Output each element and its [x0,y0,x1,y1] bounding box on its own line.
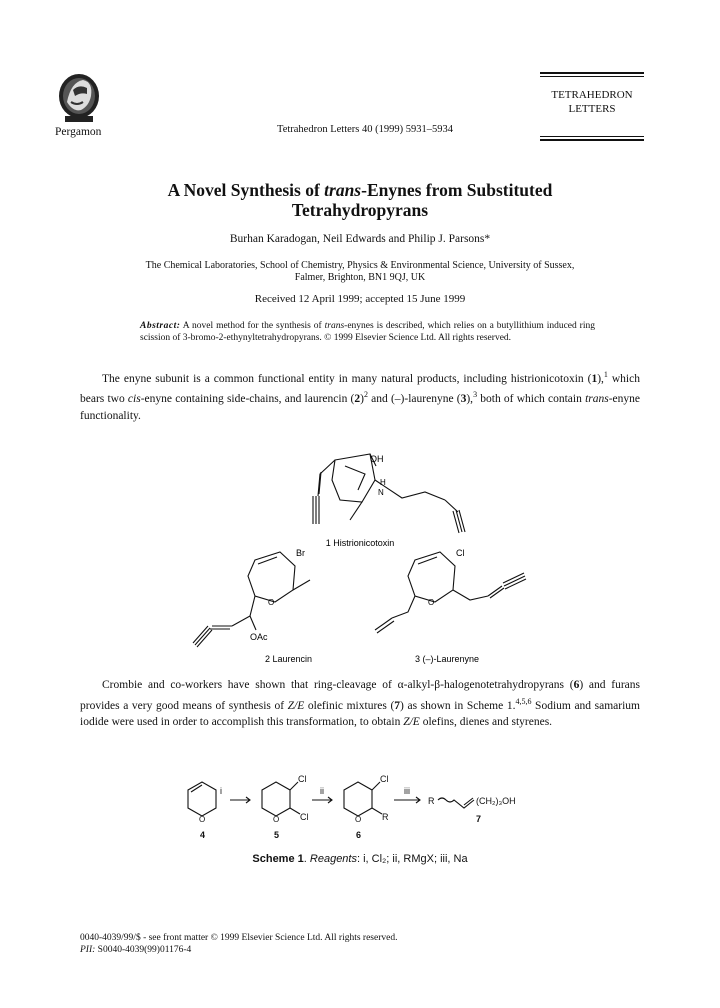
chlorine-label: Cl [380,774,389,784]
compound-4-number: 4 [200,830,206,840]
journal-name [540,88,644,116]
bromine-label: Br [296,548,305,558]
title-text-3: Tetrahydropyrans [291,200,429,220]
compound-7-chain [438,798,474,808]
nitrogen-label: N [378,488,384,497]
received-date: Received 12 April 1999; accepted 15 June 1999 [254,293,466,305]
product-chain-label: (CH₂)₃OH [476,796,516,806]
oxygen-label: O [428,598,435,607]
histrionicotoxin-structure [313,454,465,533]
crombie-text: Sodium and samarium iodide were used in order to accomplish this transformation, to obtain [80,699,640,728]
intro-text: ), [466,393,474,406]
pii-value: S0040-4039(99)01176-4 [95,945,192,955]
footer [80,932,397,956]
hydroxyl-label: OH [370,454,384,464]
hydrogen-label: H [380,478,386,487]
chlorine-label: Cl [298,774,307,784]
compound-ref: 3 [460,393,467,406]
publisher-logo [57,72,101,126]
compound-1-label: 1 Histrionicotoxin [325,538,395,548]
intro-text: both of which contain [477,393,586,406]
reference-mark: 1 [603,370,608,379]
compound-7-number: 7 [476,814,482,824]
oxygen-label: O [268,598,275,607]
pii-line [80,944,397,956]
crombie-text: Crombie and co-workers have shown that ring-cleavage of α-alkyl-β-halogenotetrahydropyrans ( [102,679,574,691]
product-r-label: R [428,796,435,806]
intro-text: The enyne subunit is a common functional entity in many natural products, including histrionicotoxin ( [102,372,592,385]
crombie-italic: Z/E [403,715,420,728]
oxygen-label: O [355,815,362,824]
reference-mark: 4,5,6 [515,696,532,706]
abstract-italic: trans [324,321,345,331]
chlorine-label: Cl [456,548,465,558]
intro-text: -enyne functionality. [80,393,641,422]
publisher-name: Pergamon [55,126,102,138]
title-italic: trans [324,180,362,200]
affiliation [120,260,600,284]
crombie-italic: Z/E [287,699,305,712]
affiliation-line1: The Chemical Laboratories, School of Chemistry, Physics & Environmental Science, University of Sussex, [145,260,575,271]
r-group-label: R [382,812,389,822]
compound-ref: 1 [591,372,598,385]
intro-text: ) [360,393,364,406]
compound-5-number: 5 [274,830,280,840]
caption-italic: Reagents [309,853,357,865]
oxygen-label: O [273,815,280,824]
title-text-1: A Novel Synthesis of [167,180,325,200]
caption-bold: Scheme 1 [252,853,304,865]
crombie-text: ) as shown in Scheme 1. [400,699,516,712]
oxygen-label: O [199,815,206,824]
acetate-label: OAc [250,632,268,642]
intro-italic: cis [127,393,141,406]
abstract-label: Abstract: [140,321,181,331]
compound-6-ring [344,782,372,816]
intro-text: which bears two [80,372,640,406]
crombie-text: olefinic mixtures ( [304,699,395,712]
caption-dot: . [303,853,310,865]
compound-ref: 6 [573,679,580,691]
compound-4-ring [188,782,216,816]
step-1-label: i [220,786,222,796]
intro-text: and (–)-laurenyne ( [367,393,461,406]
step-3-label: iii [404,786,410,796]
abstract-text-2: -enynes is described, which relies on a butyllithium induced ring scission of 3-bromo-2-ethynyltetrahydropyrans. © 1999 Elsevier Science Ltd. All rights reserved. [140,321,595,343]
caption-text: : i, Cl₂; ii, RMgX; iii, Na [356,853,468,865]
header-rule-top-thin [540,76,644,77]
laurenyne-structure [375,552,526,633]
affiliation-line2: Falmer, Brighton, BN1 9QJ, UK [294,272,426,283]
pii-label: PII: [80,945,96,955]
chlorine-label: Cl [300,812,309,822]
article-title [60,180,660,220]
intro-paragraph [80,367,640,424]
intro-text: -enyne containing side-chains, and laurencin ( [140,393,355,406]
compound-ref: 7 [394,699,401,712]
journal-citation: Tetrahedron Letters 40 (1999) 5931–5934 [277,124,453,135]
compound-5-ring [262,782,290,816]
step-2-label: ii [320,786,324,796]
journal-name-line2: LETTERS [568,103,616,115]
journal-name-line1: TETRAHEDRON [551,89,633,101]
scheme-caption [0,853,720,865]
compound-2-label: 2 Laurencin [265,654,313,664]
authors: Burhan Karadogan, Neil Edwards and Philip J. Parsons* [229,233,491,245]
intro-text: ), [597,372,604,385]
header-rule-top [540,72,644,74]
intro-italic: trans [585,393,609,406]
header-rule-bottom [540,139,644,141]
crombie-text: ) and furans provides a very good means of synthesis of [80,679,640,712]
crombie-paragraph [80,677,640,730]
compound-6-number: 6 [356,830,362,840]
abstract-text-1: A novel method for the synthesis of [180,321,325,331]
header-rule-bottom-thin [540,136,644,137]
title-text-2: -Enynes from Substituted [361,180,553,200]
copyright-line: 0040-4039/99/$ - see front matter © 1999 Elsevier Science Ltd. All rights reserved. [80,933,398,943]
compound-3-label: 3 (–)-Laurenyne [415,654,480,664]
reference-mark: 3 [473,390,478,400]
abstract [140,321,595,344]
reference-mark: 2 [363,390,368,400]
natural-product-structures [170,440,550,670]
compound-ref: 2 [354,393,361,406]
crombie-text: olefins, dienes and styrenes. [419,715,553,728]
